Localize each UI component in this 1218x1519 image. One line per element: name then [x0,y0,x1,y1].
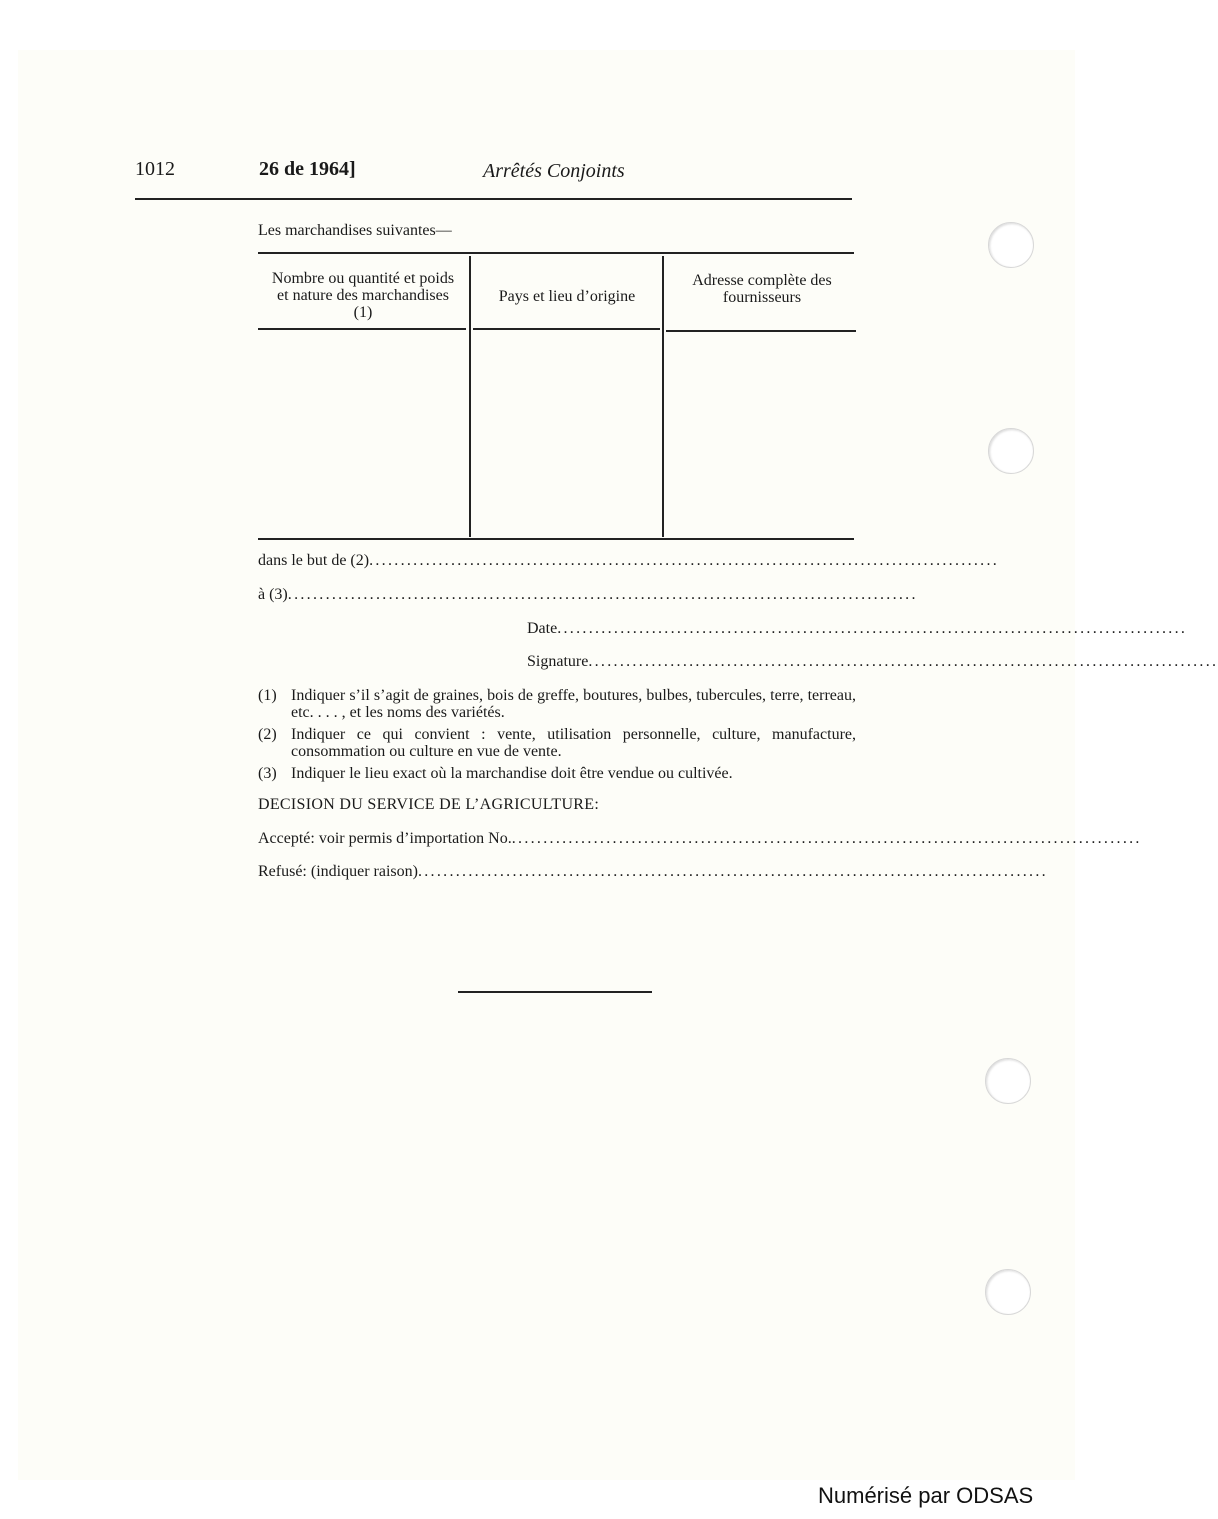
binder-hole [988,222,1034,268]
refused-label: Refusé: (indiquer raison) [258,863,418,880]
binder-hole [988,428,1034,474]
table-column-divider [469,256,471,537]
footnote-number: (2) [258,726,277,743]
decision-heading: DECISION DU SERVICE DE L’AGRICULTURE: [258,796,600,813]
dotted-leader: .................................................................................................... [588,653,1218,670]
dotted-leader: .................................................................................................... [287,586,918,603]
table-header-rule [258,328,466,330]
date-field[interactable] [527,620,1188,638]
signature-field[interactable] [527,653,1218,671]
footnote-text: Indiquer s’il s’agit de graines, bois de greffe, boutures, bulbes, tubercules, terre, terreau, etc. . . . , et les noms des variétés. [291,687,856,721]
purpose-field[interactable] [258,552,1000,570]
footnote-text: Indiquer le lieu exact où la marchandise doit être vendue ou cultivée. [291,765,733,782]
table-column-divider [662,256,664,537]
end-rule [458,991,652,993]
date-label: Date [527,620,558,637]
table-header-rule [666,330,856,332]
binder-hole [985,1269,1031,1315]
digitization-watermark: Numérisé par ODSAS [818,1483,1034,1508]
table-bottom-rule [258,538,854,540]
intro-text: Les marchandises suivantes— [258,222,452,239]
table-header-rule [473,328,660,330]
dotted-leader: .................................................................................................... [369,552,1000,569]
table-header-suppliers: Adresse complète des fournisseurs [692,272,832,306]
header-rule [135,198,852,200]
dotted-leader: .................................................................................................... [417,863,1048,880]
footnote-2 [258,726,856,760]
signature-label: Signature [527,653,589,670]
place-label: à (3) [258,586,288,603]
table-top-rule [258,252,854,254]
accepted-label: Accepté: voir permis d’importation No. [258,830,512,847]
place-field[interactable] [258,586,918,604]
dotted-leader: .................................................................................................... [511,830,1142,847]
header-year: 26 de 1964] [259,158,356,180]
footnote-number: (3) [258,765,277,782]
footnote-3 [258,765,856,782]
refused-field[interactable] [258,863,1048,881]
page-number: 1012 [135,158,175,180]
footnote-text: Indiquer ce qui convient : vente, utilisation personnelle, culture, manufacture, consommation ou culture en vue de vente. [291,726,856,760]
accepted-field[interactable] [258,830,1142,848]
dotted-leader: .................................................................................................... [557,620,1188,637]
header-title: Arrêtés Conjoints [483,160,625,182]
table-header-origin: Pays et lieu d’origine [498,288,636,305]
footnote-1 [258,687,856,721]
footnote-number: (1) [258,687,277,704]
table-header-quantity: Nombre ou quantité et poids et nature des marchandises (1) [271,270,455,321]
binder-hole [985,1058,1031,1104]
purpose-label: dans le but de (2) [258,552,370,569]
